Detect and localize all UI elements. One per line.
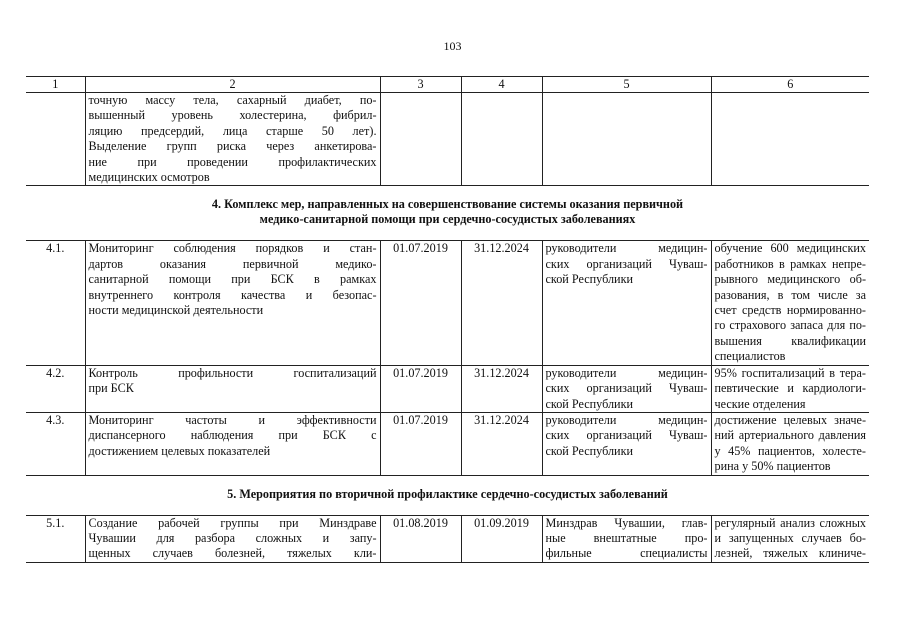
table-row [26,241,869,365]
end-date: 01.09.2019 [461,515,542,562]
start-date: 01.07.2019 [380,241,461,365]
table-row [26,365,869,412]
responsible-cell: руководители медицин- ских организаций Чуваш- ской Республики [542,412,711,475]
measure-cell: Контроль профильности госпитализаций при БСК [85,365,380,412]
page-number: 103 [443,39,462,53]
row-number: 4.2. [26,365,85,412]
column-number: 5 [542,77,711,93]
start-date: 01.07.2019 [380,412,461,475]
row-number: 4.1. [26,241,85,365]
column-number: 4 [461,77,542,93]
start-date: 01.08.2019 [380,515,461,562]
column-number: 2 [85,77,380,93]
measure-cell: Мониторинг соблюдения порядков и стан- дартов оказания первичной медико- санитарной помощи при БСК в рамках внутреннего контроля качества и безопас- ности медицинской деятельности [85,241,380,365]
section-title: 4. Комплекс мер, направленных на совершенствование системы оказания первичной [211,197,684,212]
table-row [26,515,869,562]
responsible-cell: Минздрав Чувашии, глав- ные внештатные про- фильные специалисты [542,515,711,562]
section-title: медико-санитарной помощи при сердечно-сосудистых заболеваниях [259,212,636,227]
row-number: 5.1. [26,515,85,562]
column-number: 6 [711,77,869,93]
responsible-cell: руководители медицин- ских организаций Чуваш- ской Республики [542,241,711,365]
section-title: 5. Мероприятия по вторичной профилактике сердечно-сосудистых заболеваний [227,486,668,501]
column-number: 3 [380,77,461,93]
result-cell: обучение 600 медицинских работников в рамках непре- рывного медицинского об- разования, в том числе за счет средств нормированно- го страхового запаса для по- вышения квалификации специалистов [711,241,869,365]
responsible-cell: руководители медицин- ских организаций Чуваш- ской Республики [542,365,711,412]
section-4-heading [26,186,869,241]
result-cell: 95% госпитализаций в тера- певтические и кардиологи- ческие отделения [711,365,869,412]
end-date: 31.12.2024 [461,412,542,475]
result-cell: регулярный анализ сложных и запущенных случаев бо- лезней, тяжелых клиниче- [711,515,869,562]
end-date: 31.12.2024 [461,365,542,412]
column-number: 1 [26,77,85,93]
end-date: 31.12.2024 [461,241,542,365]
start-date: 01.07.2019 [380,365,461,412]
result-cell: достижение целевых значе- ний артериального давления у 45% пациентов, холесте- рина у 50% пациентов [711,412,869,475]
measures-table [26,76,869,563]
continuation-row [26,93,869,186]
continuation-text: точную массу тела, сахарный диабет, по- вышенный уровень холестерина, фибрил- ляцию предсердий, лица старше 50 лет). Выделение групп риска через анкетирова- ние при проведении профилактических медицинских осмотров [85,93,380,186]
table-row [26,412,869,475]
measure-cell: Создание рабочей группы при Минздраве Чувашии для разбора сложных и запу- щенных случаев болезней, тяжелых кли- [85,515,380,562]
section-5-heading [26,475,869,515]
measure-cell: Мониторинг частоты и эффективности диспансерного наблюдения при БСК с достижением целевых показателей [85,412,380,475]
row-number: 4.3. [26,412,85,475]
column-number-row [26,77,869,93]
